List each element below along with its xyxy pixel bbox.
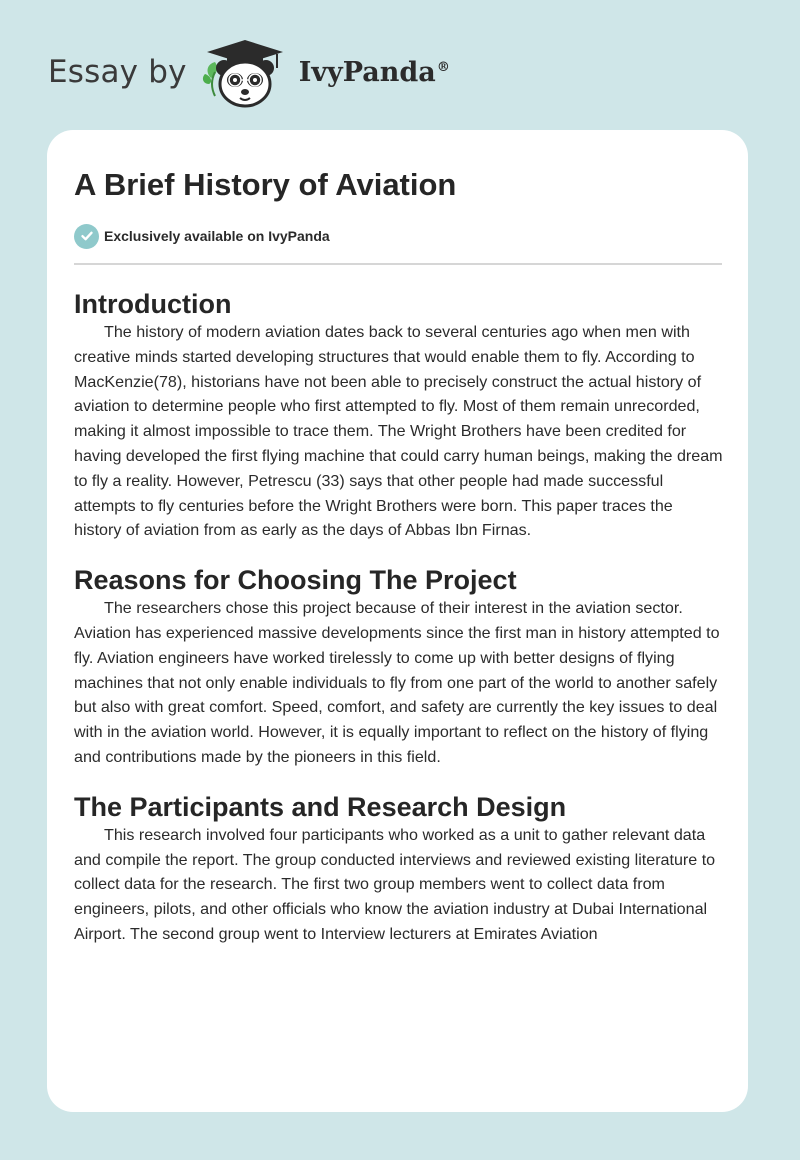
section-heading-participants: The Participants and Research Design bbox=[74, 791, 567, 822]
exclusive-badge-text: Exclusively available on IvyPanda bbox=[104, 228, 330, 244]
site-header bbox=[48, 34, 450, 110]
section-body-introduction: The history of modern aviation dates back to several centuries ago when men with creative minds started developing structures that would enable them to fly. According to MacKenzie(78), historians have not been able to precisely construct the actual history of aviation to determine people who first attempted to fly. Most of them remain unrecorded, making it almost impossible to trace them. The Wright Brothers have been credited for having developed the first flying machine that could carry human beings, making the dream to fly a reality. However, Petrescu (33) says that other people had made successful attempts to fly centuries before the Wright Brothers were born. This paper traces the history of aviation from as early as the days of Abbas Ibn Firnas. bbox=[74, 323, 723, 540]
brand-name[interactable]: IvyPanda® bbox=[298, 56, 450, 88]
page-title: A Brief History of Aviation bbox=[74, 167, 457, 202]
exclusive-badge bbox=[74, 223, 722, 249]
article-card bbox=[47, 130, 748, 1112]
registered-mark: ® bbox=[436, 59, 450, 75]
section-heading-introduction: Introduction bbox=[74, 289, 232, 319]
title-divider bbox=[74, 263, 722, 265]
section-heading-reasons: Reasons for Choosing The Project bbox=[74, 565, 517, 596]
check-circle-icon bbox=[74, 224, 99, 249]
essay-by-label: Essay by bbox=[48, 54, 187, 90]
panda-logo-icon[interactable] bbox=[197, 34, 293, 110]
section-body-participants: This research involved four participants who worked as a unit to gather relevant data and compile the report. The group conducted interviews and reviewed existing literature to collect data for the research. The first two group members went to collect data from engineers, pilots, and other officials who know the aviation industry at Dubai International Airport. The second group went to Interview lecturers at Emirates Aviation bbox=[74, 825, 716, 943]
section-body-reasons: The researchers chose this project because of their interest in the aviation sector. Aviation has experienced massive developments since the first man in history attempted to fly. Aviation engineers have worked tirelessly to come up with better designs of flying machines that not only enable individuals to fly from one part of the world to another safely but also with great comfort. Speed, comfort, and safety are currently the key issues to deal with in the aviation world. However, it is equally important to reflect on the history of flying and contributions made by the pioneers in this field. bbox=[74, 599, 720, 766]
